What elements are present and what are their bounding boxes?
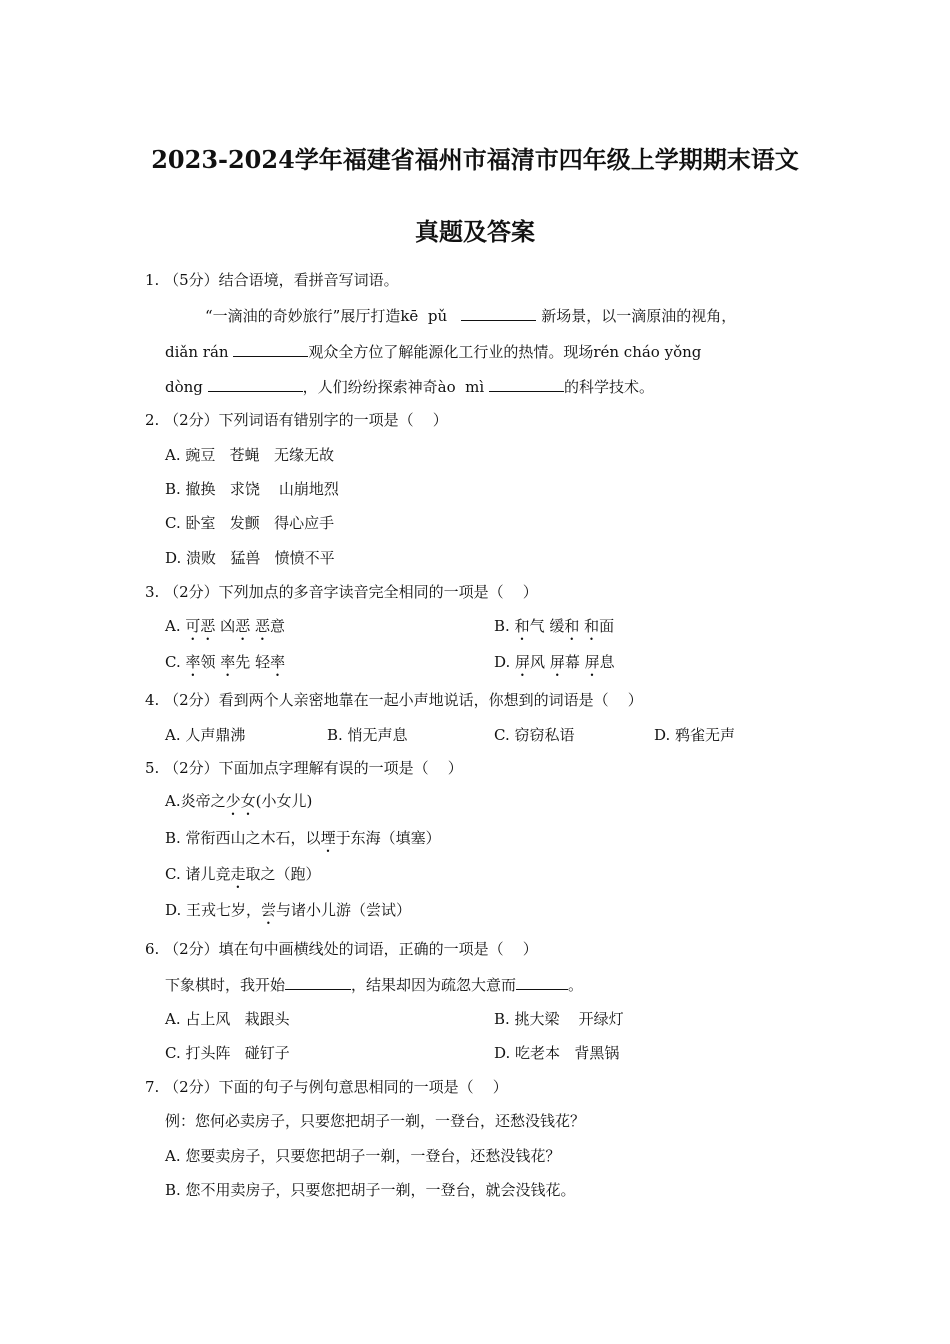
emphasized-character: 和 <box>584 617 600 635</box>
text-segment: 气 缓 <box>529 617 565 635</box>
text-segment: 与诸小儿游（尝试） <box>276 901 412 919</box>
text-segment: C. <box>165 653 186 671</box>
text-segment: 息 <box>599 653 615 671</box>
option-d[interactable]: D. 鸦雀无声 <box>654 726 736 744</box>
pinyin-text: diǎn rán <box>165 343 234 361</box>
emphasized-character: 率 <box>185 653 201 671</box>
question-7-stem: 7. （2分）下面的句子与例句意思相同的一项是（ ） <box>145 1078 508 1096</box>
option-a[interactable] <box>165 616 285 644</box>
text-segment: A. <box>165 617 186 635</box>
text-segment: D. <box>494 653 516 671</box>
text: 的科学技术。 <box>563 378 654 396</box>
emphasized-character: 和 <box>564 617 580 635</box>
emphasized-character: 走 <box>230 865 246 883</box>
option-c[interactable]: C. 卧室 发颤 得心应手 <box>165 514 335 532</box>
emphasized-character: 可 <box>185 617 201 635</box>
question-1-line-2 <box>165 341 701 362</box>
option-a[interactable]: A. 豌豆 苍蝇 无缘无故 <box>165 446 334 464</box>
title-line-1: 2023-2024学年福建省福州市福清市四年级上学期期末语文 <box>151 145 799 174</box>
title-line-2: 真题及答案 <box>415 217 535 246</box>
text: ，人们纷纷探索神奇ào mì <box>302 378 489 396</box>
text-segment: 领 <box>200 653 221 671</box>
option-b[interactable]: B. 您不用卖房子，只要您把胡子一剃，一登台，就会没钱花。 <box>165 1181 576 1199</box>
emphasized-character: 屏 <box>549 653 565 671</box>
answer-blank[interactable] <box>208 376 303 392</box>
text: 观众全方位了解能源化工行业的热情。现场rén cháo yǒng <box>308 343 702 361</box>
option-a[interactable]: A. 人声鼎沸 <box>165 726 246 744</box>
pinyin-text: “一滴油的奇妙旅行”展厅打造kē pǔ <box>205 307 448 325</box>
emphasized-character: 女 <box>240 792 256 810</box>
option-d[interactable] <box>165 900 411 928</box>
question-1-stem: 1. （5分）结合语境，看拼音写词语。 <box>145 271 399 289</box>
option-b[interactable]: B. 撤换 求饶 山崩地烈 <box>165 480 339 498</box>
example-sentence: 例：您何必卖房子，只要您把胡子一剃，一登台，还愁没钱花？ <box>165 1112 586 1130</box>
option-c[interactable] <box>165 864 321 892</box>
emphasized-character: 尝 <box>261 901 277 919</box>
answer-blank[interactable] <box>516 974 568 990</box>
text-segment: 风 <box>530 653 550 671</box>
text-segment: 幕 <box>564 653 585 671</box>
question-4-stem: 4. （2分）看到两个人亲密地靠在一起小声地说话，你想到的词语是（ ） <box>145 691 643 709</box>
option-c[interactable]: C. 窃窃私语 <box>494 726 575 744</box>
pinyin-text: dòng <box>165 378 208 396</box>
emphasized-character: 少 <box>225 792 241 810</box>
text-segment: A.炎帝之 <box>165 792 226 810</box>
text-segment: (小女儿) <box>255 792 313 810</box>
emphasized-character: 恶 <box>235 617 251 635</box>
emphasized-character: 恶 <box>200 617 216 635</box>
emphasized-character: 率 <box>270 653 286 671</box>
question-1-line-3 <box>165 376 654 397</box>
emphasized-character: 率 <box>220 653 236 671</box>
option-b[interactable]: B. 挑大梁 开绿灯 <box>494 1010 624 1028</box>
question-6-stem: 6. （2分）填在句中画横线处的词语，正确的一项是（ ） <box>145 940 538 958</box>
answer-blank[interactable] <box>489 376 564 392</box>
question-3-stem: 3. （2分）下列加点的多音字读音完全相同的一项是（ ） <box>145 583 538 601</box>
text-segment: 凶 <box>215 617 236 635</box>
option-a[interactable]: A. 占上风 栽跟头 <box>165 1010 290 1028</box>
text-segment: 取之（跑） <box>245 865 321 883</box>
question-5-stem: 5. （2分）下面加点字理解有误的一项是（ ） <box>145 759 463 777</box>
option-c[interactable] <box>165 652 285 680</box>
text: 新场景，以一滴原油的视角， <box>536 307 737 325</box>
text-segment: ，结果却因为疏忽大意而 <box>351 976 517 994</box>
option-c[interactable]: C. 打头阵 碰钉子 <box>165 1044 290 1062</box>
option-a[interactable] <box>165 791 312 819</box>
question-6-sentence <box>165 974 583 995</box>
text-segment: 面 <box>599 617 615 635</box>
text-segment: B. <box>494 617 515 635</box>
text-segment: 。 <box>568 976 584 994</box>
text-segment: 下象棋时，我开始 <box>165 976 286 994</box>
option-b[interactable]: B. 悄无声息 <box>327 726 408 744</box>
question-1-line-1 <box>205 305 736 326</box>
emphasized-character: 恶 <box>254 617 270 635</box>
option-b[interactable] <box>494 616 614 644</box>
emphasized-character: 屏 <box>584 653 600 671</box>
text-segment: 意 <box>270 617 286 635</box>
question-2-stem: 2. （2分）下列词语有错别字的一项是（ ） <box>145 411 448 429</box>
text-segment: 于东海（填塞） <box>335 829 441 847</box>
option-d[interactable]: D. 溃败 猛兽 愤愤不平 <box>165 549 335 567</box>
text-segment: C. 诸儿竞 <box>165 865 231 883</box>
option-d[interactable] <box>494 652 615 680</box>
option-b[interactable] <box>165 828 441 856</box>
emphasized-character: 和 <box>514 617 530 635</box>
emphasized-character: 屏 <box>515 653 531 671</box>
text-segment: 先 轻 <box>235 653 271 671</box>
emphasized-character: 堙 <box>320 829 336 847</box>
answer-blank[interactable] <box>461 305 536 321</box>
option-d[interactable]: D. 吃老本 背黑锅 <box>494 1044 620 1062</box>
text-segment: D. 王戎七岁， <box>165 901 262 919</box>
text-segment: B. 常衔西山之木石，以 <box>165 829 321 847</box>
option-a[interactable]: A. 您要卖房子，只要您把胡子一剃，一登台，还愁没钱花？ <box>165 1147 561 1165</box>
answer-blank[interactable] <box>285 974 351 990</box>
answer-blank[interactable] <box>233 341 308 357</box>
